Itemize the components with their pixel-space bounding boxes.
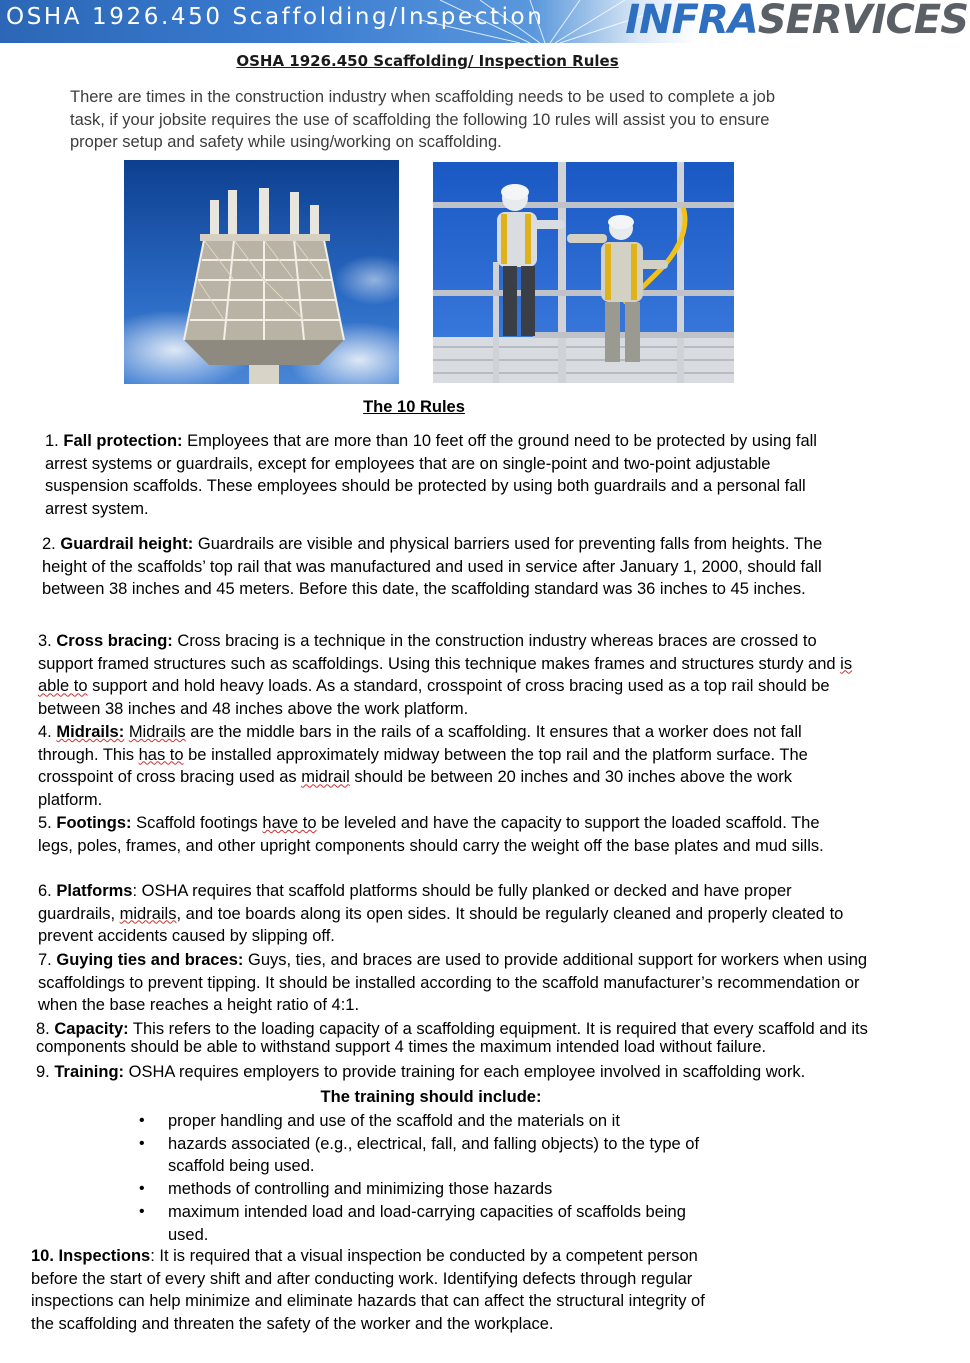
rule-3 [38,630,858,721]
rule-text: : It is required that a visual inspection be conducted by a competent person before the start of every shift and after conducting work. Identifying defects through regular inspections can help minimize and eliminate hazards that can affect the structural integrity of the scaffolding and threaten the safety of the worker and the workplace. [31,1247,705,1334]
banner-light-rays [420,0,660,43]
list-item [138,1133,728,1178]
rule-6 [38,880,858,948]
logo-services-text: SERVICES [757,0,968,43]
rule-9 [36,1061,936,1084]
rule-4 [38,721,858,812]
rule-number: 1. [45,432,59,450]
rule-number: 8. [36,1020,50,1038]
list-item [138,1110,728,1133]
rule-title: Footings: [56,814,132,832]
rule-number: 7. [38,951,52,969]
spellcheck-flag: midrails [119,904,177,923]
rule-text: Scaffold footings [131,814,263,832]
rule-title: Training: [54,1063,125,1081]
rule-title: Cross bracing: [56,632,173,650]
list-item-text: hazards associated (e.g., electrical, fall, and falling objects) to the type of scaffold being used. [168,1134,700,1176]
rule-2 [42,533,842,601]
spellcheck-flag: has to [138,745,184,764]
rule-text: Guardrails are visible and physical barriers used for preventing falls from heights. The height of the scaffolds’ top rail that was manufactured and used in service after January 1, 2000, should fall between 38 inches and 45 meters. Before this date, the scaffolding standard was 36 inches to 45 inches. [42,535,823,599]
spellcheck-flag: is able to [38,654,853,696]
spellcheck-flag: Midrails [128,723,186,741]
rule-1 [45,430,845,521]
header-banner [0,0,970,43]
rule-text: are the middle bars in the rails of a scaffolding. It ensures that a worker does not fall through. This [38,723,802,764]
training-list [138,1110,728,1246]
rule-text: should be between 20 inches and 30 inches above the work platform. [38,768,792,810]
list-item [138,1178,728,1201]
logo-infra-text: INFRA [625,0,758,43]
rule-number: 3. [38,632,52,650]
rule-text: support and hold heavy loads. As a standard, crosspoint of cross bracing used as a top rail should be between 38 inches and 48 inches above the work platform. [38,677,830,719]
document-title: OSHA 1926.450 Scaffolding/ Inspection Rules [236,52,619,70]
list-item-text: methods of controlling and minimizing those hazards [168,1180,553,1199]
rule-8 [36,1021,956,1056]
rule-text: : OSHA requires that scaffold platforms should be fully planked or decked and have proper guardrails, [38,882,792,923]
intro-paragraph: There are times in the construction industry when scaffolding needs to be used to complete a job task, if your jobsite requires the use of scaffolding the following 10 rules will assist you to ensure proper setup and safety while using/working on scaffolding. [70,88,776,152]
list-item [138,1201,728,1246]
training-heading: The training should include: [320,1088,542,1106]
rule-text: This refers to the loading capacity of a scaffolding equipment. It is required that every scaffold and its components should be able to withstand support 4 times the maximum intended load without failure. [36,1020,868,1056]
rule-text: Cross bracing is a technique in the construction industry whereas braces are crossed to support framed structures such as scaffoldings. Using this technique makes frames and structures sturdy and [38,632,841,673]
rule-text: OSHA requires employers to provide training for each employee involved in scaffolding work. [124,1063,806,1081]
rules-heading: The 10 Rules [363,398,465,416]
rule-text: , and toe boards along its open sides. It should be regularly cleaned and properly cleated to prevent accidents caused by slipping off. [38,904,844,946]
rule-title: Midrails: [56,723,125,741]
rule-number: 4. [38,723,52,741]
rule-number: 5. [38,814,52,832]
bullet-icon: • [139,1134,145,1152]
rule-text: be leveled and have the capacity to support the loaded scaffold. The legs, poles, frames, and other upright components should carry the weight off the base plates and mud sills. [38,814,824,855]
bullet-icon: • [139,1202,145,1220]
rule-number: 6. [38,882,52,900]
rule-title: Fall protection: [63,432,183,450]
list-item-text: maximum intended load and load-carrying capacities of scaffolds being used. [168,1202,686,1244]
spellcheck-flag: have to [262,814,317,832]
banner-title: OSHA 1926.450 Scaffolding/Inspection [6,4,545,30]
rule-title: Platforms [56,882,133,900]
rule-10 [31,1245,731,1336]
rule-number: 10. [31,1247,54,1265]
list-item-text: proper handling and use of the scaffold and the materials on it [168,1112,620,1130]
rule-text: be installed approximately midway between the top rail and the platform surface. The crosspoint of cross bracing used as [38,745,808,787]
infraservices-logo [625,0,968,43]
rule-title: Guying ties and braces: [56,951,244,969]
rule-7 [38,949,868,1017]
bullet-icon: • [139,1180,145,1198]
rule-text: Guys, ties, and braces are used to provide additional support for workers when using scaffoldings to prevent tipping. It should be installed according to the scaffold manufacturer’s recommendation or when the base reaches a height ratio of 4:1. [38,951,868,1015]
rule-number: 9. [36,1063,50,1081]
rule-title: Capacity: [54,1020,129,1038]
workers-on-scaffold-photo [433,162,734,383]
scaffold-tower-photo [124,160,399,384]
rule-text: Employees that are more than 10 feet off the ground need to be protected by using fall arrest systems or guardrails, except for employees that are on single-point and two-point adjustable suspension scaffolds. These employees should be protected by using both guardrails and a personal fall arrest system. [45,432,817,519]
bullet-icon: • [139,1112,145,1129]
rule-title: Guardrail height: [60,535,194,553]
spellcheck-flag: midrail [301,768,350,787]
rule-5 [38,812,858,857]
rule-title: Inspections [58,1247,151,1265]
rule-number: 2. [42,535,56,553]
